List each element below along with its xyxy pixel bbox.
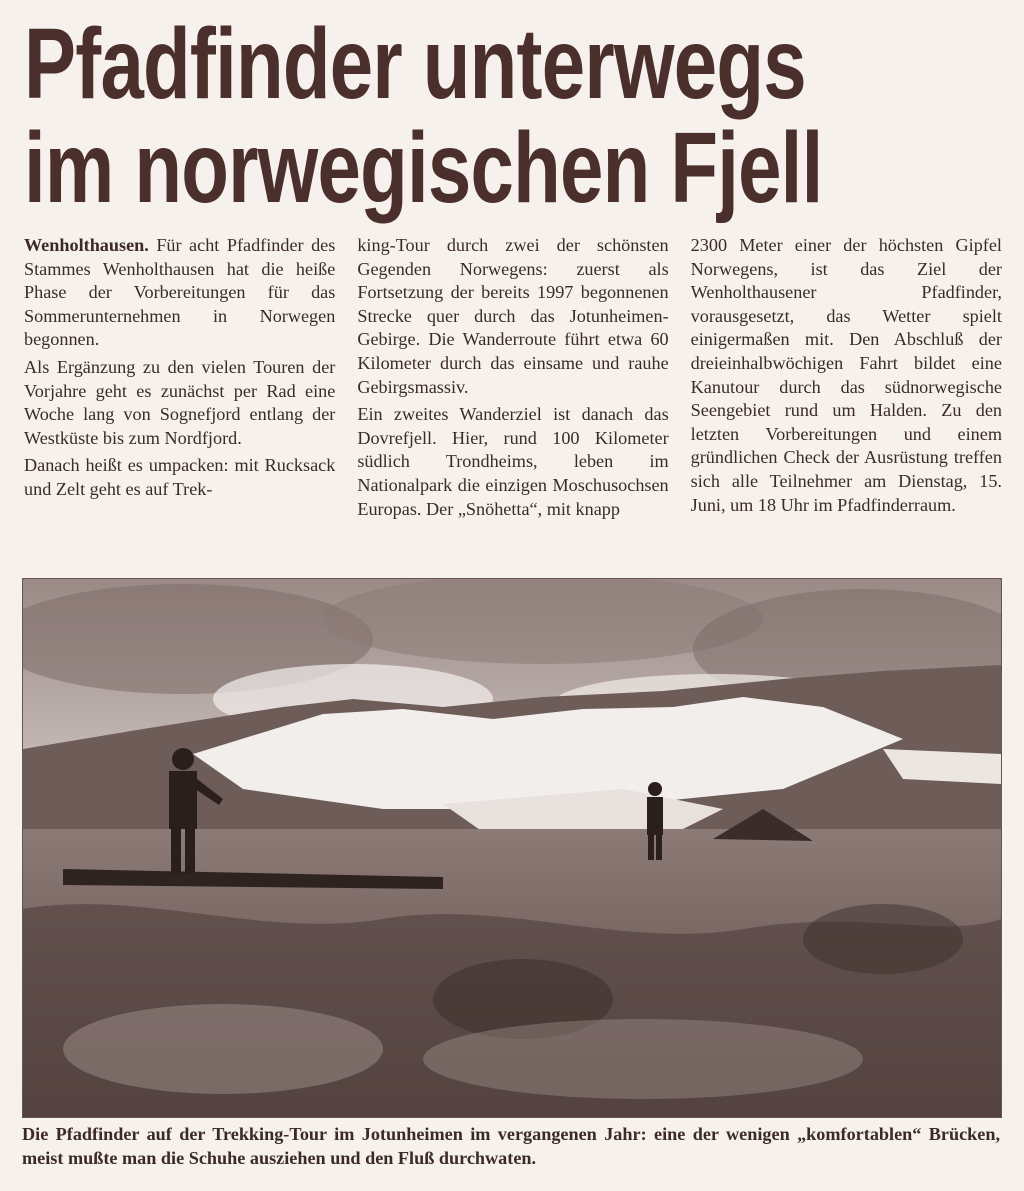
headline-line-2: im norwegischen Fjell xyxy=(24,112,823,224)
boulder xyxy=(803,904,963,974)
photo-mountain-landscape xyxy=(22,578,1002,1118)
article-column-2 xyxy=(357,234,668,564)
paragraph: 2300 Meter einer der höchsten Gipfel Norwegens, ist das Ziel der Wenholthausener Pfadfinder, vorausgesetzt, das Wetter spielt einigermaßen mit. Den Abschluß der dreieinhalbwöchigen Fahrt bildet eine Kanutour durch das südnorwegische Seengebiet rund um Halden. Zu den letzten Vorbereitungen und einem gründlichen Check der Ausrüstung treffen sich alle Teilnehmer am Dienstag, 15. Juni, um 18 Uhr im Pfadfinderraum. xyxy=(690,235,1002,515)
river-water xyxy=(63,1004,383,1094)
paragraph: Für acht Pfadfinder des Stammes Wenholthausen hat die heiße Phase der Vorbereitungen für das Sommerunternehmen in Norwegen begonnen. xyxy=(24,235,336,350)
river-water xyxy=(423,1019,863,1099)
photo-caption: Die Pfadfinder auf der Trekking-Tour im Jotunheimen im vergangenen Jahr: eine der wenigen „komfortablen“ Brücken, meist mußte man die Schuhe ausziehen und den Fluß durchwaten. xyxy=(22,1124,1000,1168)
paragraph: Ein zweites Wanderziel ist danach das Dovrefjell. Hier, rund 100 Kilometer südlich Trondheims, leben im Nationalpark die einzigen Moschusochsen Europas. Der „Snöhetta“, mit knapp xyxy=(357,404,669,519)
photo-illustration xyxy=(23,579,1001,1117)
paragraph: Danach heißt es umpacken: mit Rucksack und Zelt geht es auf Trek- xyxy=(24,455,336,499)
article-body xyxy=(24,234,1002,564)
paragraph: Als Ergänzung zu den vielen Touren der Vorjahre geht es zunächst per Rad eine Woche lang von Sognefjord entlang der Westküste bis zum Nordfjord. xyxy=(24,356,336,448)
paragraph: king-Tour durch zwei der schönsten Gegenden Norwegens: zuerst als Fortsetzung der bereits 1997 begonnenen Strecke quer durch das Jotunheimen-Gebirge. Die Wanderroute führt etwa 60 Kilometer durch das einsame und rauhe Gebirgsmassiv. xyxy=(357,235,669,397)
dateline: Wenholthausen. xyxy=(24,235,149,255)
headline xyxy=(24,8,1007,224)
headline-line-1: Pfadfinder unterwegs xyxy=(24,8,806,120)
article-column-1 xyxy=(24,234,335,564)
article-column-3 xyxy=(691,234,1002,564)
